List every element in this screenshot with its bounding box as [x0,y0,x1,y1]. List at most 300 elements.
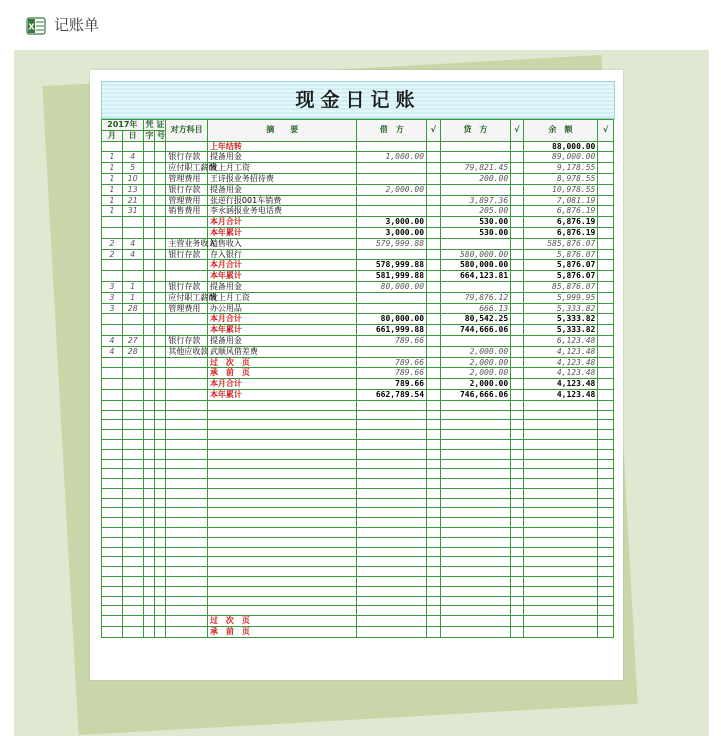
blank-cell [154,518,165,528]
blank-row [102,586,614,596]
blank-cell [143,469,154,479]
blank-cell [166,577,208,587]
blank-cell [207,518,357,528]
cell-debit: 1,000.00 [357,152,427,163]
blank-cell [440,537,511,547]
cell-debit: 662,789.54 [357,389,427,400]
cell-summary: 本月合计 [207,379,357,390]
blank-cell [122,528,143,538]
cell-balance-check [598,227,614,238]
cell-balance: 6,876.19 [523,217,598,228]
cell-credit-check [511,314,523,325]
blank-cell [166,567,208,577]
cell-credit: 530.00 [440,227,511,238]
blank-cell [102,627,123,638]
blank-cell [122,459,143,469]
cell-account [166,314,208,325]
blank-cell [143,596,154,606]
cell-summary: 办公用品 [207,303,357,314]
cell-debit: 80,000.00 [357,314,427,325]
blank-cell [427,557,441,567]
blank-cell [598,528,614,538]
cell-account: 银行存款 [166,281,208,292]
cash-journal [101,81,615,671]
cell-day: 1 [122,281,143,292]
blank-row [102,596,614,606]
cell-summary: 承 前 页 [207,368,357,379]
blank-cell [523,479,598,489]
cell-summary: 武顺风借差费 [207,346,357,357]
cell-credit-check [511,325,523,336]
cell-day: 1 [122,292,143,303]
cell-credit-check [511,389,523,400]
blank-cell [357,528,427,538]
cell-credit: 2,000.00 [440,368,511,379]
cell-account: 管理费用 [166,173,208,184]
blank-cell [122,449,143,459]
cell-credit [440,184,511,195]
blank-cell [523,557,598,567]
blank-cell [207,567,357,577]
cell-debit-check [427,141,441,152]
blank-cell [427,479,441,489]
blank-row [102,449,614,459]
blank-cell [511,488,523,498]
cell-summary: 本年累计 [207,389,357,400]
cell-balance: 10,978.55 [523,184,598,195]
blank-cell [523,459,598,469]
cell-credit-check [511,303,523,314]
blank-cell [598,586,614,596]
blank-cell [357,400,427,410]
blank-cell [440,596,511,606]
blank-cell [427,596,441,606]
blank-cell [122,537,143,547]
blank-cell [102,430,123,440]
cell-voucher-char [143,141,154,152]
cell-summary: 本月合计 [207,260,357,271]
cell-voucher-no [154,379,165,390]
cell-debit: 3,000.00 [357,227,427,238]
blank-cell [143,528,154,538]
table-row [102,357,614,368]
blank-cell [122,577,143,587]
cell-month: 1 [102,206,123,217]
blank-cell [207,557,357,567]
cell-debit-check [427,314,441,325]
cell-debit [357,195,427,206]
cell-summary: 提备用金 [207,152,357,163]
blank-cell [511,596,523,606]
blank-cell [511,627,523,638]
cell-credit: 530.00 [440,217,511,228]
blank-cell [102,498,123,508]
blank-cell [166,469,208,479]
cell-voucher-char [143,368,154,379]
blank-cell [523,616,598,627]
blank-cell [440,557,511,567]
cell-balance: 4,123.48 [523,346,598,357]
cell-credit-check [511,184,523,195]
blank-cell [598,488,614,498]
blank-cell [166,488,208,498]
cell-balance: 89,000.00 [523,152,598,163]
blank-cell [440,567,511,577]
cell-debit-check [427,260,441,271]
blank-cell [154,400,165,410]
cell-balance: 85,876.07 [523,281,598,292]
blank-cell [511,420,523,430]
blank-cell [122,518,143,528]
cell-debit: 789.66 [357,335,427,346]
cell-day: 4 [122,249,143,260]
cell-voucher-no [154,173,165,184]
blank-cell [102,439,123,449]
cell-credit: 664,123.81 [440,271,511,282]
blank-cell [427,606,441,616]
blank-cell [166,586,208,596]
blank-cell [154,557,165,567]
blank-cell [511,439,523,449]
cell-credit [440,152,511,163]
cell-credit: 744,666.06 [440,325,511,336]
table-row [102,260,614,271]
blank-cell [598,627,614,638]
cell-voucher-no [154,357,165,368]
cell-debit [357,141,427,152]
blank-cell [523,469,598,479]
cell-credit-check [511,379,523,390]
cell-day [122,217,143,228]
table-row [102,379,614,390]
cell-summary: 本年累计 [207,227,357,238]
table-row [102,271,614,282]
blank-cell [154,627,165,638]
blank-cell [440,479,511,489]
cell-day [122,389,143,400]
blank-cell [598,557,614,567]
cell-account: 主营业务收入 [166,238,208,249]
blank-cell [122,498,143,508]
cell-account: 管理费用 [166,195,208,206]
cell-balance: 5,876.07 [523,249,598,260]
blank-row [102,498,614,508]
blank-row [102,518,614,528]
cell-month: 1 [102,195,123,206]
blank-cell [122,439,143,449]
cell-credit: 666.13 [440,303,511,314]
cell-month [102,357,123,368]
blank-cell [207,420,357,430]
blank-cell [154,479,165,489]
blank-cell [440,606,511,616]
header-year: 2017年 [102,120,144,131]
cell-balance: 5,333.82 [523,325,598,336]
cell-account [166,389,208,400]
footer-prev-page: 承 前 页 [207,627,357,638]
ledger-table [101,119,614,638]
blank-cell [166,410,208,420]
cell-day [122,271,143,282]
cell-debit-check [427,325,441,336]
blank-cell [166,557,208,567]
blank-cell [598,479,614,489]
cell-debit: 661,999.88 [357,325,427,336]
blank-cell [511,528,523,538]
header-balance: 余 额 [523,120,598,142]
blank-cell [523,449,598,459]
header-day: 日 [122,130,143,141]
blank-cell [207,449,357,459]
cell-day [122,325,143,336]
cell-day [122,260,143,271]
blank-cell [523,567,598,577]
blank-cell [523,577,598,587]
blank-cell [166,596,208,606]
blank-cell [143,459,154,469]
blank-row [102,537,614,547]
cell-balance-check [598,357,614,368]
cell-debit [357,292,427,303]
blank-cell [598,606,614,616]
blank-cell [357,410,427,420]
blank-cell [598,616,614,627]
cell-credit-check [511,357,523,368]
cell-credit-check [511,163,523,174]
cell-balance: 4,123.48 [523,357,598,368]
cell-voucher-char [143,314,154,325]
cell-balance: 5,333.82 [523,314,598,325]
blank-cell [523,508,598,518]
cell-day [122,357,143,368]
blank-cell [511,616,523,627]
cell-voucher-char [143,260,154,271]
header-month: 月 [102,130,123,141]
blank-cell [440,400,511,410]
cell-month: 4 [102,335,123,346]
cell-debit-check [427,346,441,357]
blank-cell [207,528,357,538]
blank-cell [357,459,427,469]
blank-cell [122,547,143,557]
blank-cell [427,469,441,479]
blank-cell [122,567,143,577]
cell-balance: 88,000.00 [523,141,598,152]
blank-cell [143,508,154,518]
cell-account: 银行存款 [166,152,208,163]
blank-row [102,577,614,587]
blank-cell [427,498,441,508]
blank-cell [154,596,165,606]
blank-cell [143,586,154,596]
blank-cell [143,627,154,638]
blank-row [102,606,614,616]
cell-credit: 205.00 [440,206,511,217]
blank-row [102,557,614,567]
cell-voucher-char [143,173,154,184]
cell-debit [357,163,427,174]
blank-cell [154,430,165,440]
cell-debit-check [427,368,441,379]
blank-cell [143,547,154,557]
cell-summary: 发上月工资 [207,292,357,303]
cell-balance-check [598,173,614,184]
cell-debit [357,346,427,357]
cell-voucher-no [154,249,165,260]
cell-balance-check [598,249,614,260]
footer-next-page-row [102,616,614,627]
blank-cell [598,400,614,410]
cell-credit [440,335,511,346]
cell-debit-check [427,379,441,390]
blank-cell [523,430,598,440]
blank-cell [357,469,427,479]
cell-voucher-no [154,163,165,174]
cell-credit-check [511,238,523,249]
cell-account [166,260,208,271]
blank-cell [207,498,357,508]
header-voucher: 凭 证 [143,120,166,131]
blank-cell [523,627,598,638]
cell-balance-check [598,314,614,325]
blank-cell [511,459,523,469]
cell-summary: 存入银行 [207,249,357,260]
cell-credit: 80,542.25 [440,314,511,325]
blank-cell [102,596,123,606]
blank-cell [102,420,123,430]
cell-balance-check [598,346,614,357]
cell-balance-check [598,152,614,163]
blank-cell [122,430,143,440]
cell-debit: 789.66 [357,368,427,379]
blank-cell [427,518,441,528]
blank-cell [102,557,123,567]
table-row [102,389,614,400]
blank-cell [511,449,523,459]
blank-cell [207,508,357,518]
table-row [102,249,614,260]
cell-voucher-char [143,217,154,228]
blank-cell [154,567,165,577]
cell-account: 银行存款 [166,335,208,346]
cell-voucher-char [143,379,154,390]
blank-cell [523,420,598,430]
blank-row [102,430,614,440]
blank-cell [122,586,143,596]
blank-cell [427,528,441,538]
blank-cell [166,430,208,440]
blank-cell [598,508,614,518]
blank-cell [511,606,523,616]
blank-cell [102,616,123,627]
blank-cell [427,430,441,440]
blank-cell [154,459,165,469]
blank-cell [143,439,154,449]
cell-account: 应付职工薪酬 [166,292,208,303]
cell-month: 2 [102,238,123,249]
blank-cell [154,498,165,508]
cell-debit [357,173,427,184]
blank-cell [154,616,165,627]
cell-credit [440,281,511,292]
cell-credit-check [511,173,523,184]
cell-account: 银行存款 [166,184,208,195]
blank-cell [598,469,614,479]
cell-debit-check [427,303,441,314]
blank-cell [440,410,511,420]
cell-credit-check [511,217,523,228]
blank-cell [122,557,143,567]
cell-month [102,227,123,238]
cell-balance-check [598,389,614,400]
blank-cell [523,528,598,538]
header-row [102,120,614,131]
cell-balance: 6,123.48 [523,335,598,346]
cell-credit: 580,000.00 [440,260,511,271]
cell-account: 其他应收款 [166,346,208,357]
blank-row [102,469,614,479]
blank-cell [122,410,143,420]
cell-balance: 6,876.19 [523,206,598,217]
blank-cell [357,537,427,547]
cell-debit: 789.66 [357,357,427,368]
blank-cell [154,528,165,538]
cell-voucher-char [143,281,154,292]
blank-cell [511,498,523,508]
blank-cell [143,537,154,547]
blank-cell [598,449,614,459]
cell-debit-check [427,357,441,368]
blank-cell [122,627,143,638]
blank-cell [427,459,441,469]
cell-credit-check [511,271,523,282]
cell-balance-check [598,335,614,346]
cell-credit-check [511,281,523,292]
cell-account [166,227,208,238]
cell-summary: 本年累计 [207,271,357,282]
cell-day: 27 [122,335,143,346]
cell-day: 28 [122,303,143,314]
blank-cell [166,498,208,508]
cell-debit: 578,999.88 [357,260,427,271]
blank-cell [166,528,208,538]
cell-debit-check [427,163,441,174]
cell-debit [357,249,427,260]
blank-row [102,439,614,449]
blank-cell [511,577,523,587]
blank-cell [357,606,427,616]
blank-cell [357,430,427,440]
blank-cell [511,400,523,410]
table-row [102,195,614,206]
blank-cell [523,488,598,498]
blank-cell [102,528,123,538]
cell-balance: 585,876.07 [523,238,598,249]
blank-cell [207,430,357,440]
blank-cell [357,420,427,430]
blank-cell [357,508,427,518]
blank-cell [440,469,511,479]
blank-cell [207,537,357,547]
cell-debit-check [427,227,441,238]
cell-day: 31 [122,206,143,217]
cell-voucher-char [143,249,154,260]
cell-summary: 张逆行报001车销费 [207,195,357,206]
cell-month [102,260,123,271]
cell-credit [440,238,511,249]
blank-cell [440,420,511,430]
blank-cell [102,469,123,479]
